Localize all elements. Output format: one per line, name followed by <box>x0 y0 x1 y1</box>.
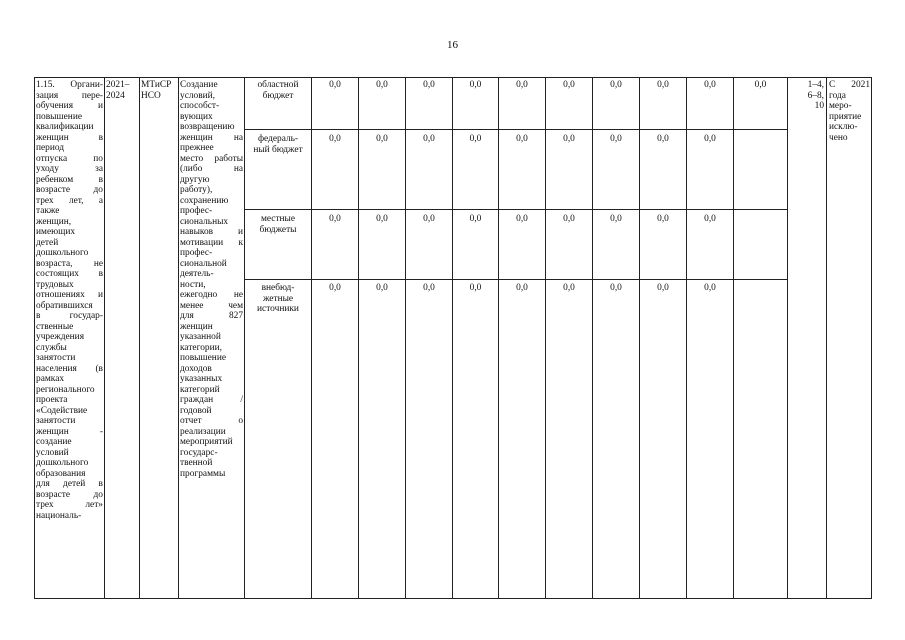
text-line: занятости <box>36 353 76 363</box>
col-border <box>639 77 640 599</box>
funding-source-regional <box>246 80 310 101</box>
funding-value: 0,0 <box>423 214 435 224</box>
text-line: дошкольного <box>36 248 89 258</box>
funding-value: 0,0 <box>329 80 341 90</box>
text-line: проекта <box>36 395 68 405</box>
text-line: ный бюджет <box>253 144 303 155</box>
text-line: НСО <box>141 90 161 101</box>
text-line: профес- <box>180 248 213 258</box>
text-line: сиональных <box>180 216 229 227</box>
row-divider-1 <box>244 129 787 130</box>
text-line: женщин в <box>36 132 103 143</box>
funding-value: 0,0 <box>376 134 388 144</box>
col-border <box>592 77 593 599</box>
text-line: рамках <box>36 374 65 384</box>
col-border <box>178 77 179 599</box>
text-line: отпуска по <box>36 153 103 164</box>
text-line: возраста, не <box>36 258 103 269</box>
funding-value: 0,0 <box>610 134 622 144</box>
funding-value: 0,0 <box>376 80 388 90</box>
page-number: 16 <box>447 39 458 51</box>
text-line: возрасте до <box>36 185 103 195</box>
text-line: трех лет» <box>36 500 103 510</box>
text-line: детей <box>36 237 59 248</box>
funding-value: 0,0 <box>563 283 575 293</box>
text-line: женщин <box>180 321 213 332</box>
text-line: также <box>36 206 60 216</box>
col-border <box>311 77 312 599</box>
text-line: 2021– <box>106 80 130 90</box>
text-line: возрасте до <box>36 489 103 500</box>
expected-result-cell <box>180 80 243 479</box>
text-line: 1.15. Органи- <box>36 80 103 90</box>
funding-value: 0,0 <box>516 80 528 90</box>
text-line: Создание <box>180 80 218 90</box>
text-line: учреждения <box>36 332 85 342</box>
text-line: внебюд- <box>261 283 295 293</box>
funding-value: 0,0 <box>657 134 669 144</box>
text-line: федераль- <box>257 134 299 144</box>
text-line: 6–8, <box>807 90 824 101</box>
text-line: жетные <box>262 293 294 304</box>
executor-cell <box>141 80 179 101</box>
funding-value: 0,0 <box>469 214 482 224</box>
col-border <box>358 77 359 599</box>
funding-value: 0,0 <box>754 80 767 90</box>
text-line: (либо на <box>180 164 243 174</box>
text-line: «Содействие <box>36 405 88 416</box>
text-line: года <box>829 90 846 101</box>
text-line: образования <box>36 468 86 479</box>
text-line: программы <box>180 468 226 479</box>
text-line: населения (в <box>36 363 103 374</box>
row-divider-2 <box>244 209 787 210</box>
text-line: областной <box>257 80 299 90</box>
row-divider-3 <box>244 279 787 280</box>
text-line: националь- <box>36 510 82 521</box>
text-line: регионального <box>36 384 95 395</box>
text-line: отношениях и <box>36 290 103 300</box>
funding-value: 0,0 <box>423 80 435 90</box>
text-line: годовой <box>180 405 212 416</box>
text-line: женщин - <box>36 426 103 437</box>
funding-value: 0,0 <box>704 214 716 224</box>
text-line: период <box>36 143 65 153</box>
table-top-border <box>34 77 872 78</box>
col-border <box>452 77 453 599</box>
text-line: мотивации к <box>180 237 243 248</box>
text-line: в государ- <box>36 311 103 321</box>
text-line: навыков и <box>180 227 243 237</box>
col-border <box>104 77 105 599</box>
funding-source-extrabudgetary <box>246 283 310 315</box>
text-line: вующих <box>180 111 213 122</box>
text-line: женщин, <box>36 216 72 227</box>
text-line: чено <box>829 132 848 143</box>
text-line: способст- <box>180 101 220 111</box>
text-line: трех лет, а <box>36 195 103 206</box>
text-line: деятель- <box>180 269 214 279</box>
text-line: трудовых <box>36 279 74 290</box>
text-line: службы <box>36 342 67 353</box>
funding-value: 0,0 <box>704 80 716 90</box>
text-line: обучения и <box>36 101 103 111</box>
funding-value: 0,0 <box>516 283 528 293</box>
text-line: приятие <box>829 111 862 122</box>
text-line: государс- <box>180 447 218 458</box>
funding-value: 0,0 <box>610 214 622 224</box>
funding-value: 0,0 <box>563 134 575 144</box>
funding-value: 0,0 <box>329 134 341 144</box>
text-line: 1–4, <box>807 80 824 90</box>
text-line: обратившихся <box>36 300 93 311</box>
col-border <box>34 77 35 599</box>
funding-value: 0,0 <box>704 134 716 144</box>
funding-value: 0,0 <box>376 283 388 293</box>
col-border <box>871 77 872 599</box>
funding-value: 0,0 <box>563 80 575 90</box>
funding-value: 0,0 <box>423 134 435 144</box>
text-line: создание <box>36 437 72 447</box>
text-line: граждан / <box>180 395 243 405</box>
funding-value: 0,0 <box>469 80 482 90</box>
col-border <box>498 77 499 599</box>
text-line: ребенком в <box>36 174 103 185</box>
text-line: ственные <box>36 321 74 332</box>
text-line: зация пере- <box>36 90 103 101</box>
col-border <box>686 77 687 599</box>
funding-value: 0,0 <box>657 80 669 90</box>
funding-value: 0,0 <box>329 214 341 224</box>
text-line: сиональной <box>180 258 227 269</box>
text-line: категорий <box>180 384 220 395</box>
text-line: для 827 <box>180 311 243 321</box>
funding-source-federal <box>246 134 310 155</box>
text-line: условий <box>36 447 69 458</box>
period-cell <box>106 80 139 101</box>
text-line: категории, <box>180 342 222 353</box>
funding-source-local <box>246 214 310 235</box>
funding-value: 0,0 <box>469 134 482 144</box>
measure-name-cell <box>36 80 103 521</box>
text-line: уходу за <box>36 164 103 174</box>
funding-value: 0,0 <box>423 283 435 293</box>
text-line: мероприятий <box>180 437 233 447</box>
text-line: источники <box>257 304 299 314</box>
text-line: прежнее <box>180 143 214 153</box>
text-line: занятости <box>36 416 76 426</box>
text-line: твенной <box>180 458 213 468</box>
text-line: повышение <box>180 353 227 363</box>
text-line: условий, <box>180 90 216 101</box>
text-line: бюджет <box>262 90 294 101</box>
table-bottom-border <box>34 598 872 599</box>
text-line: дошкольного <box>36 458 89 468</box>
col-border <box>405 77 406 599</box>
col-border <box>244 77 245 599</box>
text-line: 2024 <box>106 90 125 101</box>
funding-value: 0,0 <box>610 80 622 90</box>
funding-value: 0,0 <box>704 283 716 293</box>
text-line: бюджеты <box>259 224 297 235</box>
funding-value: 0,0 <box>329 283 341 293</box>
note-cell <box>829 80 870 143</box>
text-line: менее чем <box>180 300 243 311</box>
indicators-cell <box>796 80 824 112</box>
funding-value: 0,0 <box>376 214 388 224</box>
text-line: профес- <box>180 206 213 216</box>
text-line: исклю- <box>829 122 858 132</box>
text-line: доходов <box>180 363 212 374</box>
text-line: отчет о <box>180 416 243 426</box>
text-line: место работы <box>180 153 243 164</box>
col-border <box>139 77 140 599</box>
text-line: возвращению <box>180 122 235 132</box>
text-line: другую <box>180 174 210 185</box>
funding-value: 0,0 <box>516 134 528 144</box>
text-line: указанных <box>180 374 223 384</box>
text-line: 10 <box>814 101 824 111</box>
funding-value: 0,0 <box>657 283 669 293</box>
funding-value: 0,0 <box>469 283 482 293</box>
text-line: женщин на <box>180 132 243 143</box>
text-line: повышение <box>36 111 83 122</box>
col-border <box>733 77 734 599</box>
funding-value: 0,0 <box>563 214 575 224</box>
text-line: имеющих <box>36 227 76 237</box>
text-line: меро- <box>829 101 852 111</box>
text-line: МТиСР <box>141 80 172 90</box>
funding-value: 0,0 <box>516 214 528 224</box>
col-border <box>787 77 788 599</box>
text-line: состоящих в <box>36 269 103 279</box>
text-line: работу), <box>180 185 213 195</box>
text-line: местные <box>260 214 296 224</box>
text-line: квалификации <box>36 122 94 132</box>
funding-value: 0,0 <box>610 283 622 293</box>
text-line: указанной <box>180 332 221 342</box>
text-line: С 2021 <box>829 80 870 90</box>
text-line: реализации <box>180 426 226 437</box>
text-line: для детей в <box>36 479 103 489</box>
text-line: ности, <box>180 279 206 290</box>
text-line: ежегодно не <box>180 290 243 300</box>
text-line: сохранению <box>180 195 229 206</box>
col-border <box>826 77 827 599</box>
funding-value: 0,0 <box>657 214 669 224</box>
col-border <box>545 77 546 599</box>
